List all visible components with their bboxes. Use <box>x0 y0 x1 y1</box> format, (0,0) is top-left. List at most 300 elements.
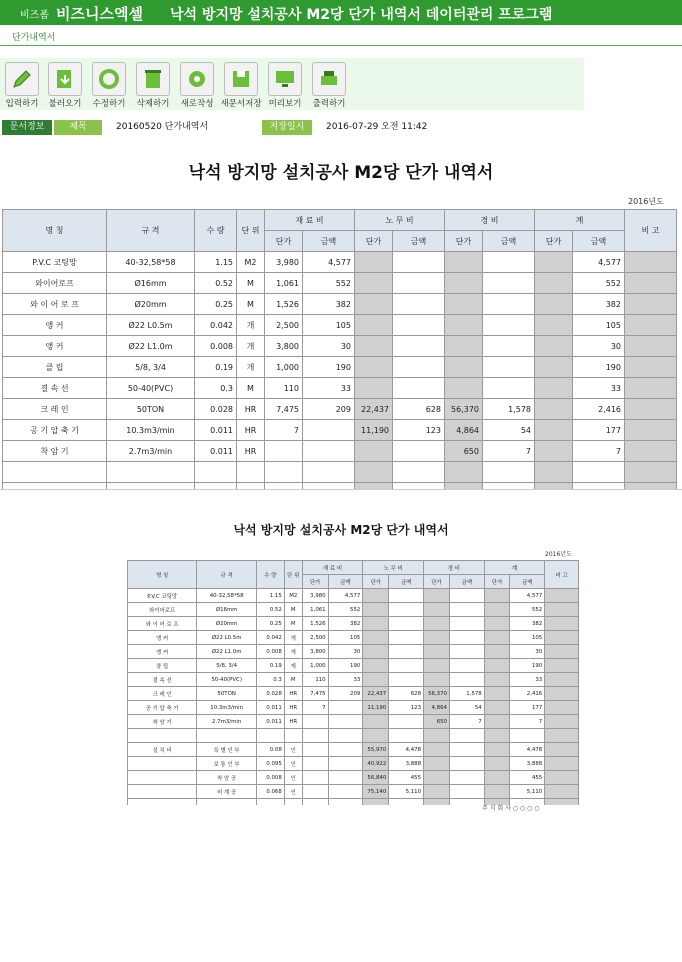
preview-table-cell <box>128 757 197 771</box>
preview-table-cell: 56,370 <box>424 687 450 701</box>
preview-table-cell: 4,577 <box>328 589 363 603</box>
preview-table-cell: 30 <box>328 645 363 659</box>
table-cell <box>445 252 483 273</box>
preview-note-cell <box>545 617 579 631</box>
table-cell <box>445 462 483 483</box>
preview-table-cell <box>484 645 510 659</box>
table-cell: M <box>237 273 265 294</box>
table-cell <box>483 378 535 399</box>
table-cell <box>393 378 445 399</box>
note-cell <box>625 420 677 441</box>
note-cell <box>625 378 677 399</box>
input-label: 입력하기 <box>5 99 39 109</box>
preview-table-cell <box>449 659 484 673</box>
table-cell: 결 속 선 <box>3 378 107 399</box>
table-cell: 앵 커 <box>3 315 107 336</box>
table-row <box>3 441 677 462</box>
table-cell: M2 <box>237 252 265 273</box>
table-cell <box>393 441 445 462</box>
preview-subheader-amount: 금액 <box>389 575 424 589</box>
preview-table-cell: 40,922 <box>363 757 389 771</box>
table-cell: 10.3m3/min <box>107 420 195 441</box>
preview-note-cell <box>545 757 579 771</box>
table-cell: 123 <box>393 420 445 441</box>
preview-table-cell: 0.011 <box>256 701 284 715</box>
preview-table-cell: 0.095 <box>256 757 284 771</box>
table-cell <box>483 252 535 273</box>
preview-table-cell: Ø22 L0.5m <box>197 631 257 645</box>
preview-table-cell: 33 <box>328 673 363 687</box>
preview-table-cell: 비 계 공 <box>197 785 257 799</box>
table-cell: 11,190 <box>355 420 393 441</box>
preview-table-cell <box>424 603 450 617</box>
preview-table-cell <box>484 631 510 645</box>
table-cell <box>355 378 393 399</box>
preview-table-cell: 4,478 <box>510 743 545 757</box>
table-cell <box>393 336 445 357</box>
brand-logo: 비즈니스엑셀 <box>56 5 143 23</box>
table-cell <box>483 273 535 294</box>
preview-table-cell: 공 기 압 축 기 <box>128 701 197 715</box>
preview-table-cell: 0.19 <box>256 659 284 673</box>
table-cell <box>483 357 535 378</box>
load-label: 불러오기 <box>48 99 82 109</box>
preview-table-cell: 0.068 <box>256 785 284 799</box>
subheader-unit-price: 단가 <box>265 231 303 252</box>
preview-table-cell: 결 속 선 <box>128 673 197 687</box>
table-cell <box>3 462 107 483</box>
table-row <box>3 252 677 273</box>
preview-table-cell: 3,888 <box>389 757 424 771</box>
preview-table-cell: 3,800 <box>302 645 328 659</box>
table-cell <box>535 336 573 357</box>
preview-table-cell: 클 립 <box>128 659 197 673</box>
trash-icon <box>136 62 170 96</box>
saved-value: 2016-07-29 오전 11:42 <box>326 122 428 132</box>
load-button[interactable] <box>43 58 87 109</box>
subheader-amount: 금액 <box>483 231 535 252</box>
preview-table-cell <box>363 715 389 729</box>
preview-table-cell: 1,061 <box>302 603 328 617</box>
table-cell <box>535 252 573 273</box>
preview-table-cell <box>363 729 389 743</box>
main-table-viewport <box>2 209 680 490</box>
preview-header-material: 재 료 비 <box>302 561 363 575</box>
preview-header-unit: 단 위 <box>284 561 302 589</box>
preview-table-cell: 55,970 <box>363 743 389 757</box>
preview-table-row <box>128 757 579 771</box>
preview-table-cell <box>389 617 424 631</box>
table-cell: 105 <box>303 315 355 336</box>
table-cell <box>393 273 445 294</box>
menu-divider <box>0 45 682 46</box>
preview-table-cell <box>328 785 363 799</box>
preview-table-cell <box>484 729 510 743</box>
table-cell: 382 <box>573 294 625 315</box>
table-cell: 552 <box>573 273 625 294</box>
table-row <box>3 420 677 441</box>
header-total: 계 <box>535 210 625 231</box>
preview-table-cell: 7 <box>302 701 328 715</box>
preview-table-cell: 190 <box>328 659 363 673</box>
preview-header-qty: 수 량 <box>256 561 284 589</box>
preview-table-cell: 0.011 <box>256 715 284 729</box>
refresh-icon <box>92 62 126 96</box>
preview-table-cell: 4,478 <box>389 743 424 757</box>
preview-table-cell: 1,000 <box>302 659 328 673</box>
preview-table-cell: 특 별 인 부 <box>197 743 257 757</box>
preview-table-cell: M <box>284 617 302 631</box>
preview-subheader-unit-price: 단가 <box>363 575 389 589</box>
table-cell: 7 <box>483 441 535 462</box>
preview-table-cell: 5,110 <box>389 785 424 799</box>
preview-table-cell <box>389 659 424 673</box>
preview-table-cell <box>449 799 484 806</box>
preview-table-cell: HR <box>284 701 302 715</box>
table-cell: 4,577 <box>303 252 355 273</box>
table-cell <box>355 336 393 357</box>
table-cell <box>237 462 265 483</box>
preview-table-cell: 2,500 <box>302 631 328 645</box>
preview-table-cell <box>449 589 484 603</box>
preview-document-title: 낙석 방지망 설치공사 M2당 단가 내역서 <box>233 523 449 537</box>
preview-table-cell: 209 <box>328 687 363 701</box>
preview-table-cell <box>389 715 424 729</box>
preview-note-cell <box>545 687 579 701</box>
header-unit: 단 위 <box>237 210 265 252</box>
preview-table-cell <box>328 729 363 743</box>
preview-table-cell: 0.042 <box>256 631 284 645</box>
preview-table-cell: 1,578 <box>449 687 484 701</box>
table-cell: 1,061 <box>265 273 303 294</box>
table-cell <box>107 462 195 483</box>
table-cell <box>393 252 445 273</box>
preview-table-cell: 7 <box>449 715 484 729</box>
preview-table-cell: 와 이 어 로 프 <box>128 617 197 631</box>
preview-table-cell <box>197 729 257 743</box>
preview-table-cell <box>424 757 450 771</box>
preview-table-row <box>128 785 579 799</box>
table-cell <box>355 462 393 483</box>
table-cell: 4,577 <box>573 252 625 273</box>
table-cell: 0.25 <box>195 294 237 315</box>
preview-table-row <box>128 743 579 757</box>
subheader-amount: 금액 <box>303 231 355 252</box>
preview-table-cell <box>302 771 328 785</box>
table-cell: 0.3 <box>195 378 237 399</box>
preview-table-cell: 382 <box>328 617 363 631</box>
preview-table-cell <box>328 715 363 729</box>
preview-table-row <box>128 645 579 659</box>
preview-table-cell <box>363 589 389 603</box>
preview-table-cell: 0.08 <box>256 743 284 757</box>
table-cell <box>535 294 573 315</box>
table-cell: 앵 커 <box>3 336 107 357</box>
download-icon <box>48 62 82 96</box>
preview-table-cell: 보 통 인 부 <box>197 757 257 771</box>
preview-table-cell: 5/8, 3/4 <box>197 659 257 673</box>
delete-button[interactable] <box>131 58 175 109</box>
print-label: 출력하기 <box>312 99 346 109</box>
table-cell: 개 <box>237 357 265 378</box>
toolbar <box>0 58 584 110</box>
preview-table-cell: 22,437 <box>363 687 389 701</box>
preview-table-cell <box>284 799 302 806</box>
edit-button[interactable] <box>87 58 131 109</box>
table-cell: 개 <box>237 315 265 336</box>
preview-note-cell <box>545 785 579 799</box>
preview-table-cell: 0.028 <box>256 687 284 701</box>
preview-subheader-unit-price: 단가 <box>484 575 510 589</box>
menu-link-price-list[interactable]: 단가내역서 <box>12 33 56 43</box>
preview-table-cell <box>424 659 450 673</box>
table-cell: 0.042 <box>195 315 237 336</box>
header-qty: 수 량 <box>195 210 237 252</box>
table-cell: 2,500 <box>265 315 303 336</box>
subheader-amount: 금액 <box>573 231 625 252</box>
preview-table-cell: 앵 커 <box>128 631 197 645</box>
table-cell: 552 <box>303 273 355 294</box>
preview-table-cell <box>302 785 328 799</box>
table-cell <box>303 441 355 462</box>
edit-label: 수정하기 <box>92 99 126 109</box>
preview-table-cell: 개 <box>284 631 302 645</box>
preview-table-cell <box>363 659 389 673</box>
preview-table-cell <box>424 771 450 785</box>
preview-table-cell <box>484 673 510 687</box>
table-row <box>3 273 677 294</box>
preview-table-cell <box>302 757 328 771</box>
table-cell: 33 <box>303 378 355 399</box>
preview-table-cell: 0.25 <box>256 617 284 631</box>
preview-table-cell: 50TON <box>197 687 257 701</box>
table-cell: 0.028 <box>195 399 237 420</box>
preview-table-cell: 110 <box>302 673 328 687</box>
table-cell <box>303 420 355 441</box>
preview-table-cell: 190 <box>510 659 545 673</box>
preview-table-cell: 40-32,58*58 <box>197 589 257 603</box>
preview-table-cell: 4,864 <box>424 701 450 715</box>
preview-table-cell <box>389 631 424 645</box>
table-cell: 4,864 <box>445 420 483 441</box>
save-new-button[interactable] <box>219 58 263 109</box>
preview-note-cell <box>545 673 579 687</box>
table-cell: 190 <box>303 357 355 378</box>
header-spec: 규 격 <box>107 210 195 252</box>
table-cell: 2,416 <box>573 399 625 420</box>
preview-table-cell: 앵 커 <box>128 645 197 659</box>
preview-table-cell <box>389 589 424 603</box>
table-cell: 1,526 <box>265 294 303 315</box>
table-cell: 30 <box>573 336 625 357</box>
preview-table-cell <box>484 785 510 799</box>
preview-table-cell: 착 암 공 <box>197 771 257 785</box>
preview-table-cell: 105 <box>510 631 545 645</box>
preview-table-cell <box>449 729 484 743</box>
preview-table-cell <box>363 603 389 617</box>
preview-table-cell <box>424 589 450 603</box>
preview-table-row <box>128 715 579 729</box>
table-cell <box>195 462 237 483</box>
table-cell <box>535 420 573 441</box>
preview-table-cell <box>128 771 197 785</box>
preview-table-cell: 크 레 인 <box>128 687 197 701</box>
header-labor: 노 무 비 <box>355 210 445 231</box>
table-cell: 177 <box>573 420 625 441</box>
preview-table-cell <box>449 631 484 645</box>
table-cell <box>445 378 483 399</box>
table-row <box>3 462 677 483</box>
table-cell <box>535 273 573 294</box>
subheader-unit-price: 단가 <box>535 231 573 252</box>
table-cell: 크 레 인 <box>3 399 107 420</box>
preview-table-cell <box>424 729 450 743</box>
input-button[interactable] <box>0 58 44 109</box>
note-cell <box>625 441 677 462</box>
preview-table-cell <box>389 799 424 806</box>
preview-table-cell <box>363 799 389 806</box>
table-cell <box>535 315 573 336</box>
table-cell <box>535 357 573 378</box>
preview-table-cell: 착 암 기 <box>128 715 197 729</box>
preview-table-cell <box>363 673 389 687</box>
preview-table-cell <box>328 701 363 715</box>
preview-table-cell <box>424 785 450 799</box>
table-cell: 0.011 <box>195 420 237 441</box>
table-cell: 0.19 <box>195 357 237 378</box>
title-value[interactable]: 20160520 단가내역서 <box>116 122 209 132</box>
print-button[interactable] <box>307 58 351 109</box>
table-cell: 7 <box>573 441 625 462</box>
note-cell <box>625 357 677 378</box>
table-cell <box>393 462 445 483</box>
new-button[interactable] <box>175 58 219 109</box>
table-cell: 382 <box>303 294 355 315</box>
preview-table-cell: 인 <box>284 743 302 757</box>
floppy-icon <box>224 62 258 96</box>
table-cell <box>303 462 355 483</box>
preview-table-cell: Ø16mm <box>197 603 257 617</box>
preview-table-cell <box>424 617 450 631</box>
preview-table-cell: 552 <box>510 603 545 617</box>
preview-header-note: 비 고 <box>545 561 579 589</box>
table-row <box>3 336 677 357</box>
table-cell <box>355 441 393 462</box>
table-cell: 628 <box>393 399 445 420</box>
preview-table-row <box>128 771 579 785</box>
preview-button[interactable] <box>263 58 307 109</box>
preview-table-cell: 75,140 <box>363 785 389 799</box>
preview-table-cell <box>328 743 363 757</box>
table-cell: 650 <box>445 441 483 462</box>
table-cell: 착 암 기 <box>3 441 107 462</box>
preview-table-cell: 455 <box>510 771 545 785</box>
preview-table-cell <box>449 757 484 771</box>
table-cell <box>355 252 393 273</box>
preview-table-row <box>128 617 579 631</box>
preview-table-row <box>128 659 579 673</box>
table-cell: 1.15 <box>195 252 237 273</box>
preview-table-cell: 7,475 <box>302 687 328 701</box>
preview-note-cell <box>545 743 579 757</box>
preview-table-row <box>128 701 579 715</box>
preview-table-cell <box>484 771 510 785</box>
table-cell <box>535 441 573 462</box>
table-cell <box>573 462 625 483</box>
table-cell: 22,437 <box>355 399 393 420</box>
preview-subheader-amount: 금액 <box>510 575 545 589</box>
table-cell: HR <box>237 399 265 420</box>
table-cell: 33 <box>573 378 625 399</box>
preview-table-cell: 10.3m3/min <box>197 701 257 715</box>
table-cell <box>535 378 573 399</box>
preview-table-cell: 인 <box>284 757 302 771</box>
preview-table-cell <box>389 729 424 743</box>
table-cell: Ø22 L1.0m <box>107 336 195 357</box>
table-cell: 2.7m3/min <box>107 441 195 462</box>
note-cell <box>625 273 677 294</box>
preview-table-cell: 123 <box>389 701 424 715</box>
app-title: 낙석 방지망 설치공사 M2당 단가 내역서 데이터관리 프로그램 <box>170 7 553 23</box>
preview-table-cell: 56,840 <box>363 771 389 785</box>
preview-table-cell <box>484 659 510 673</box>
table-cell: Ø20mm <box>107 294 195 315</box>
table-cell: 50TON <box>107 399 195 420</box>
preview-header-expense: 경 비 <box>424 561 485 575</box>
preview-table-cell <box>256 729 284 743</box>
table-cell <box>265 462 303 483</box>
preview-table-row <box>128 687 579 701</box>
table-cell <box>483 336 535 357</box>
table-cell <box>355 273 393 294</box>
preview-table-cell: 0.008 <box>256 771 284 785</box>
preview-table-cell: 7 <box>510 715 545 729</box>
preview-table-cell: 382 <box>510 617 545 631</box>
document-title: 낙석 방지망 설치공사 M2당 단가 내역서 <box>188 163 494 183</box>
header-name: 명 칭 <box>3 210 107 252</box>
table-cell: 1,578 <box>483 399 535 420</box>
preview-table-cell: 1,526 <box>302 617 328 631</box>
table-cell: 클 립 <box>3 357 107 378</box>
preview-subheader-unit-price: 단가 <box>424 575 450 589</box>
preview-table-cell <box>363 617 389 631</box>
preview-table-cell: 5,110 <box>510 785 545 799</box>
table-cell <box>355 315 393 336</box>
printer-icon <box>312 62 346 96</box>
table-cell: 30 <box>303 336 355 357</box>
table-row <box>3 357 677 378</box>
table-cell: Ø22 L0.5m <box>107 315 195 336</box>
table-cell <box>445 294 483 315</box>
table-cell <box>535 462 573 483</box>
preview-table-cell <box>484 687 510 701</box>
preview-table-cell <box>484 701 510 715</box>
preview-table-cell: Ø20mm <box>197 617 257 631</box>
preview-table-cell: Ø22 L1.0m <box>197 645 257 659</box>
table-cell <box>445 336 483 357</box>
note-cell <box>625 336 677 357</box>
preview-table-cell <box>449 771 484 785</box>
preview-table-cell: P.V.C 코팅망 <box>128 589 197 603</box>
table-cell: 와 이 어 로 프 <box>3 294 107 315</box>
preview-table-cell <box>484 603 510 617</box>
preview-note-cell <box>545 729 579 743</box>
preview-table-cell <box>449 673 484 687</box>
preview-header-labor: 노 무 비 <box>363 561 424 575</box>
table-cell <box>483 462 535 483</box>
header-note: 비 고 <box>625 210 677 252</box>
preview-table-viewport <box>127 560 579 805</box>
